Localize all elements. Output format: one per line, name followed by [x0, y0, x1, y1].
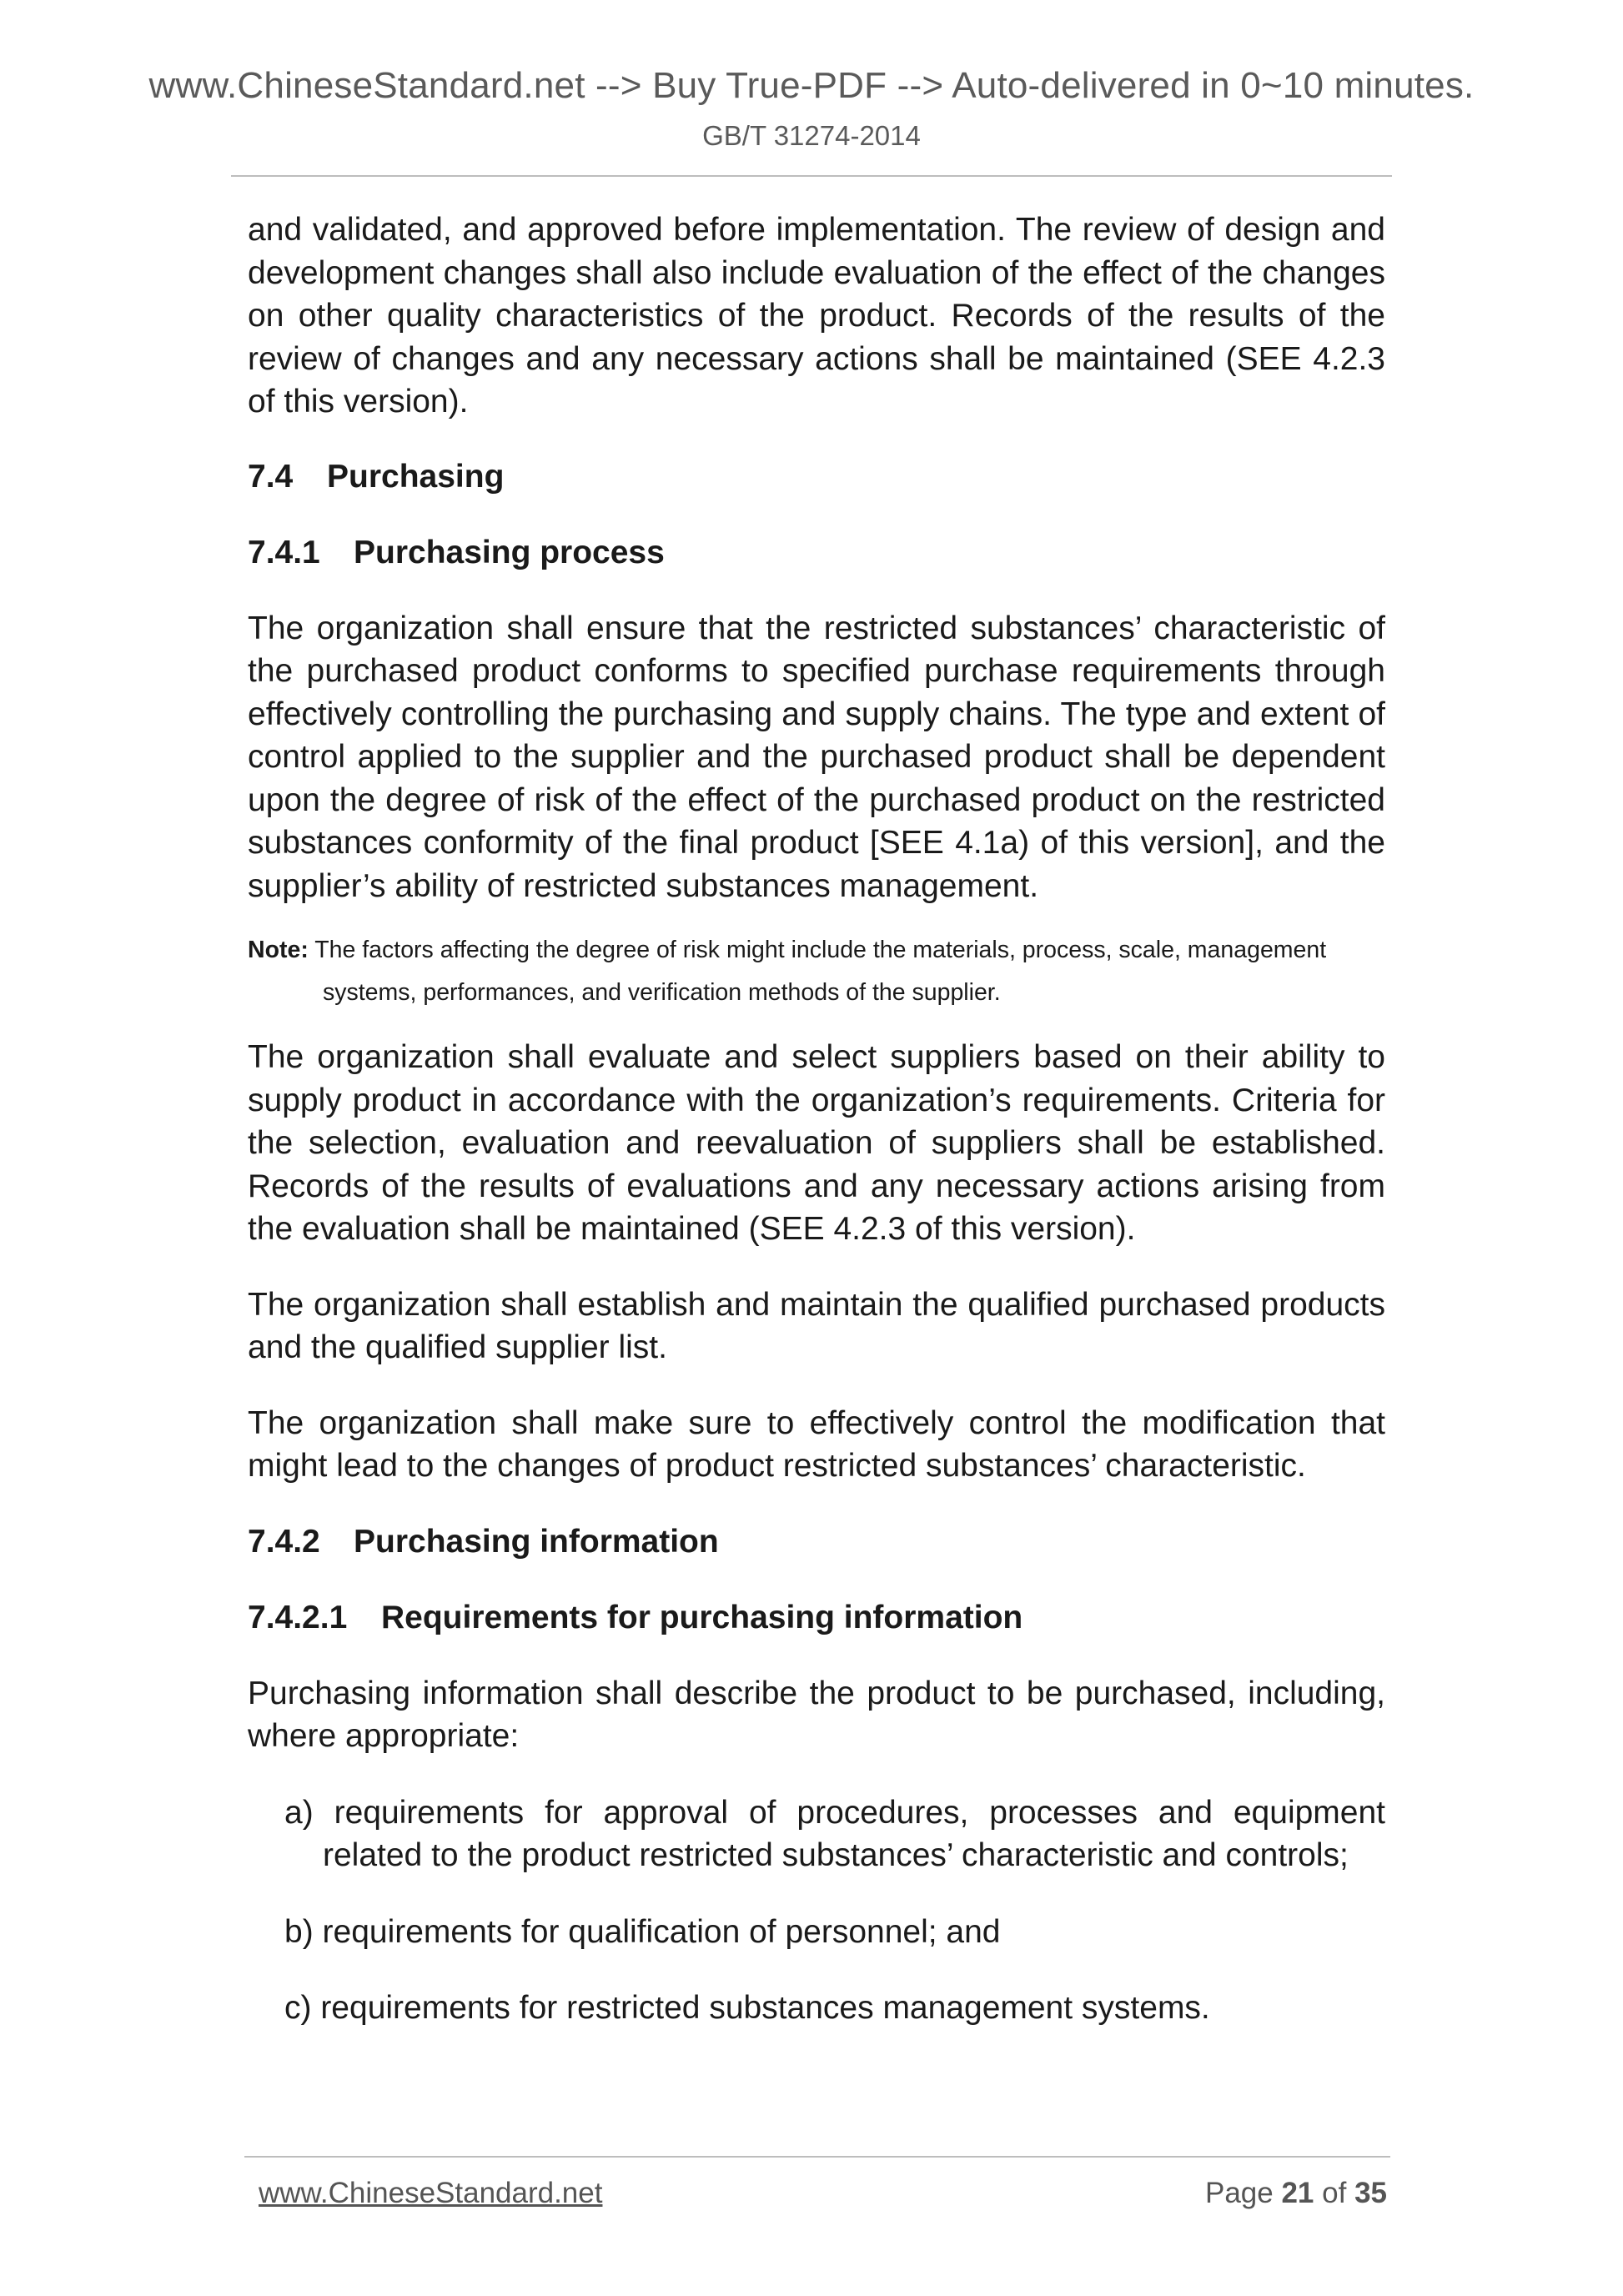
note	[248, 929, 1385, 1014]
list-item-b: b) requirements for qualification of personnel; and	[284, 1913, 1001, 1950]
heading-title: Requirements for purchasing information	[381, 1599, 1023, 1635]
paragraph-purchasing-process: The organization shall ensure that the restricted substances’ characteristic of the purchased product conforms to specified purchase requirements through effectively controlling the purchasing and supply chains. The type and extent of control applied to the supplier and the purchased product shall be dependent upon the degree of risk of the effect of the purchased product on the restricted substances conformity of the final product [SEE 4.1a) of this version], and the supplier’s ability of restricted substances management.	[248, 610, 1385, 904]
heading-7-4	[248, 455, 1385, 498]
paragraph-evaluate-suppliers: The organization shall evaluate and select suppliers based on their ability to supply product in accordance with the organization’s requirements. Criteria for the selection, evaluation and reevaluation of suppliers shall be established. Records of the results of evaluations and any necessary actions arising from the evaluation shall be maintained (SEE 4.2.3 of this version).	[248, 1039, 1385, 1247]
heading-title: Purchasing	[327, 458, 505, 495]
note-text-line2: systems, performances, and verification methods of the supplier.	[323, 979, 1001, 1006]
heading-7-4-2-1	[248, 1596, 1385, 1639]
paragraph-control-modification: The organization shall make sure to effectively control the modification that might lead to the changes of product restricted substances’ characteristic.	[248, 1404, 1385, 1484]
page-current: 21	[1281, 2177, 1314, 2209]
footer-site-link[interactable]: www.ChineseStandard.net	[259, 2177, 603, 2209]
page-total: 35	[1354, 2177, 1387, 2209]
heading-title: Purchasing information	[354, 1523, 719, 1560]
page-prefix: Page	[1204, 2177, 1274, 2209]
list-item-c: c) requirements for restricted substances management systems.	[284, 1990, 1210, 2026]
heading-7-4-1	[248, 531, 1385, 574]
heading-number: 7.4.2	[248, 1523, 320, 1560]
heading-title: Purchasing process	[354, 534, 665, 570]
note-label: Note:	[248, 937, 309, 963]
page-content	[248, 208, 1385, 2030]
list-item-a: a) requirements for approval of procedures, processes and equipment related to the product restricted substances’ characteristic and controls;	[284, 1794, 1385, 1873]
heading-number: 7.4.1	[248, 534, 320, 570]
page-of: of	[1322, 2177, 1347, 2209]
document-code: GB/T 31274-2014	[702, 120, 921, 151]
footer-divider	[244, 2156, 1390, 2158]
top-banner: www.ChineseStandard.net --> Buy True-PDF --> Auto-delivered in 0~10 minutes.	[148, 65, 1475, 106]
page-number	[1205, 2177, 1387, 2210]
heading-number: 7.4.2.1	[248, 1599, 348, 1635]
heading-7-4-2	[248, 1520, 1385, 1563]
header-divider	[231, 175, 1392, 177]
note-text-line1: The factors affecting the degree of risk might include the materials, process, scale, management	[314, 937, 1327, 963]
heading-number: 7.4	[248, 458, 294, 495]
paragraph-intro: and validated, and approved before implementation. The review of design and development changes shall also include evaluation of the effect of the changes on other quality characteristics of the product. Records of the results of the review of changes and any necessary actions shall be maintained (SEE 4.2.3 of this version).	[248, 212, 1385, 420]
paragraph-qualified-list: The organization shall establish and maintain the qualified purchased products and the qualified supplier list.	[248, 1286, 1385, 1365]
paragraph-purchasing-information: Purchasing information shall describe the product to be purchased, including, where appropriate:	[248, 1675, 1385, 1754]
